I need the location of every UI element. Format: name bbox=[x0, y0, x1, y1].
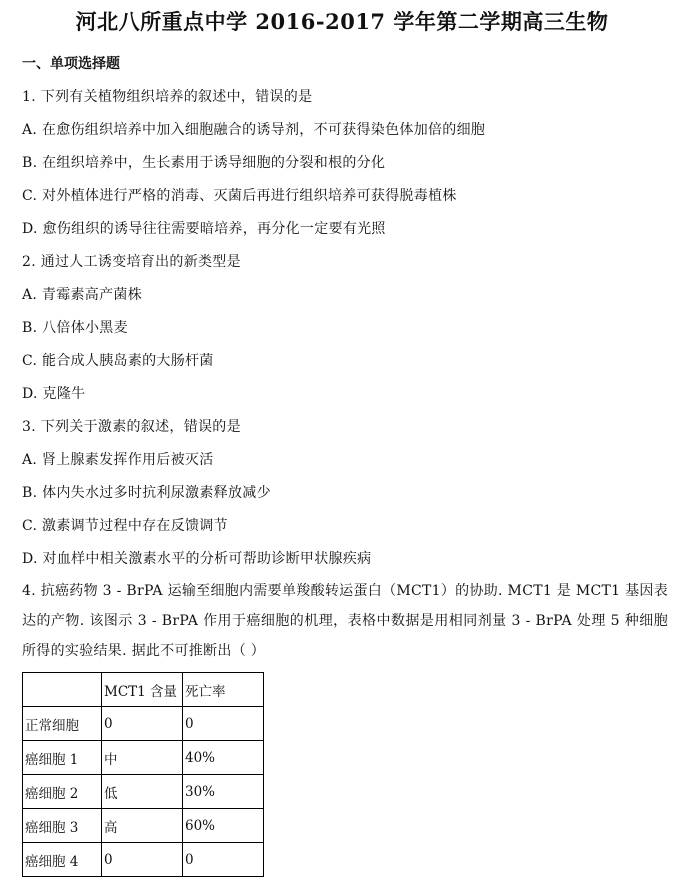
question-2-stem: 2. 通过人工诱变培育出的新类型是 bbox=[22, 254, 241, 270]
question-1-stem: 1. 下列有关植物组织培养的叙述中，错误的是 bbox=[22, 89, 313, 105]
table-cell: 0 bbox=[183, 707, 264, 741]
table-cell: 60% bbox=[183, 809, 264, 843]
table-cell: 30% bbox=[183, 775, 264, 809]
table-header-cell bbox=[23, 673, 102, 707]
table-cell: 0 bbox=[102, 843, 183, 877]
table-row bbox=[23, 775, 264, 809]
table-row bbox=[23, 707, 264, 741]
table-cell: 中 bbox=[102, 741, 183, 775]
question-2-option-b: B. 八倍体小黑麦 bbox=[22, 320, 128, 336]
table-cell: 癌细胞 1 bbox=[23, 741, 102, 775]
question-4-stem: 4. 抗癌药物 3 - BrPA 运输至细胞内需要单羧酸转运蛋白（MCT1）的协助. MCT1 是 MCT1 基因表达的产物. 该图示 3 - BrPA 作用于癌细胞的机理，表格中数据是用相同剂量 3 - BrPA 处理 5 种细胞所得的实验结果. 据此不可推断出（ ） bbox=[22, 583, 668, 659]
table-header-row bbox=[23, 673, 264, 707]
table-cell: 癌细胞 2 bbox=[23, 775, 102, 809]
table-cell: 0 bbox=[183, 843, 264, 877]
question-2-option-a: A. 青霉素高产菌株 bbox=[22, 287, 143, 303]
question-3-stem: 3. 下列关于激素的叙述，错误的是 bbox=[22, 419, 241, 435]
question-3-option-a: A. 肾上腺素发挥作用后被灭活 bbox=[22, 452, 214, 468]
table-header-cell: 死亡率 bbox=[183, 673, 264, 707]
experiment-results-table bbox=[22, 672, 264, 877]
table-cell: 癌细胞 4 bbox=[23, 843, 102, 877]
table-row bbox=[23, 741, 264, 775]
section-heading: 一、单项选择题 bbox=[22, 56, 120, 72]
question-1-option-c: C. 对外植体进行严格的消毒、灭菌后再进行组织培养可获得脱毒植株 bbox=[22, 188, 457, 204]
table-header-cell: MCT1 含量 bbox=[102, 673, 183, 707]
table-cell: 低 bbox=[102, 775, 183, 809]
question-1-option-b: B. 在组织培养中，生长素用于诱导细胞的分裂和根的分化 bbox=[22, 155, 386, 171]
table-cell: 0 bbox=[102, 707, 183, 741]
question-1-option-a: A. 在愈伤组织培养中加入细胞融合的诱导剂，不可获得染色体加倍的细胞 bbox=[22, 122, 486, 138]
question-2-option-d: D. 克隆牛 bbox=[22, 386, 86, 402]
exam-title: 河北八所重点中学 2016-2017 学年第二学期高三生物 bbox=[75, 9, 609, 34]
question-3-option-d: D. 对血样中相关激素水平的分析可帮助诊断甲状腺疾病 bbox=[22, 551, 372, 567]
table-cell: 癌细胞 3 bbox=[23, 809, 102, 843]
table-cell: 高 bbox=[102, 809, 183, 843]
question-3-option-c: C. 激素调节过程中存在反馈调节 bbox=[22, 518, 228, 534]
question-3-option-b: B. 体内失水过多时抗利尿激素释放减少 bbox=[22, 485, 271, 501]
table-cell: 正常细胞 bbox=[23, 707, 102, 741]
table-row bbox=[23, 843, 264, 877]
table-cell: 40% bbox=[183, 741, 264, 775]
question-2-option-c: C. 能合成人胰岛素的大肠杆菌 bbox=[22, 353, 214, 369]
table-row bbox=[23, 809, 264, 843]
question-1-option-d: D. 愈伤组织的诱导往往需要暗培养，再分化一定要有光照 bbox=[22, 221, 386, 237]
